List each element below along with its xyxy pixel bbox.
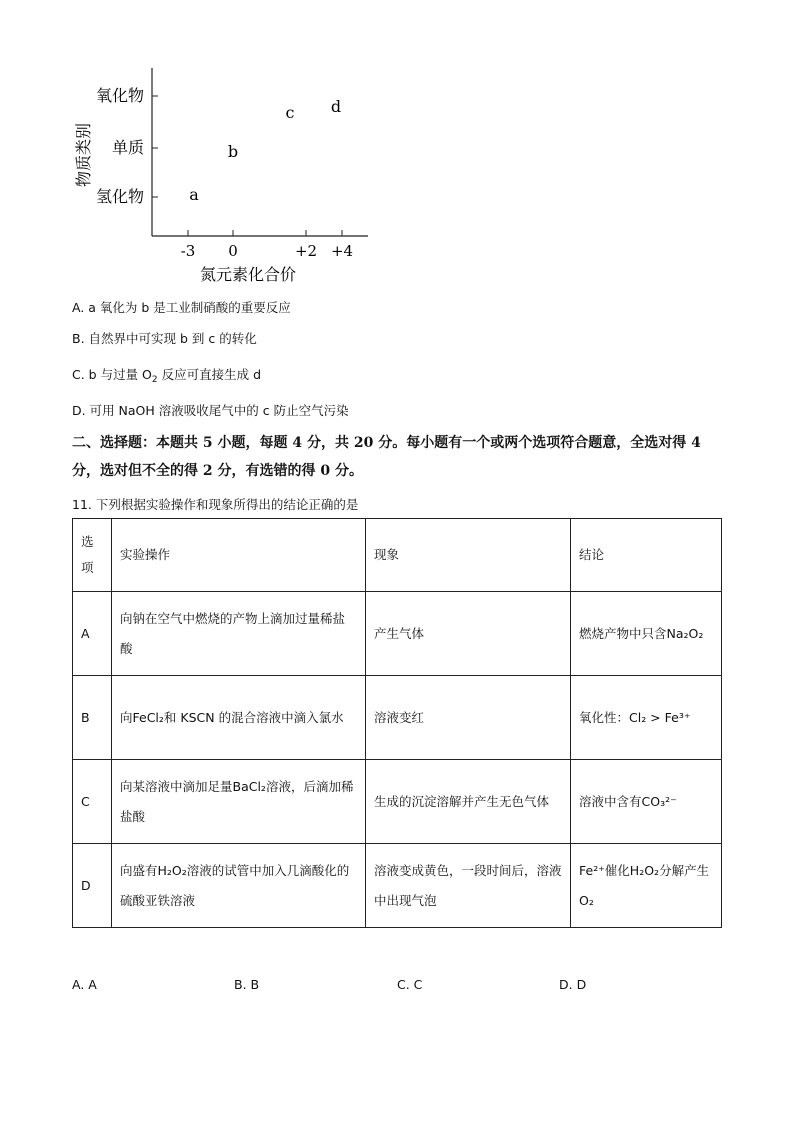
point-a: a <box>189 185 199 204</box>
table-row <box>73 760 722 844</box>
cell-conclusion: 燃烧产物中只含Na₂O₂ <box>571 592 722 676</box>
point-c: c <box>285 103 295 122</box>
option-subscript: 2 <box>151 375 158 385</box>
point-b: b <box>227 142 239 161</box>
cell-phenomenon: 产生气体 <box>366 592 571 676</box>
cell-phenomenon: 溶液变红 <box>366 676 571 760</box>
cell-operation: 向某溶液中滴加足量BaCl₂溶液，后滴加稀盐酸 <box>112 760 366 844</box>
prev-option-c <box>72 365 261 385</box>
cell-option: B <box>73 676 112 760</box>
x-tick-label: +4 <box>330 242 354 260</box>
y-tick-element: 单质 <box>111 138 144 157</box>
option-text: 反应可直接生成 d <box>157 367 262 382</box>
cell-option: D <box>73 844 112 928</box>
table-row <box>73 592 722 676</box>
header-phenomenon: 现象 <box>366 519 571 592</box>
prev-option-d <box>72 401 349 419</box>
cell-operation: 向钠在空气中燃烧的产物上滴加过量稀盐酸 <box>112 592 366 676</box>
table-row <box>73 844 722 928</box>
x-axis-title: 氮元素化合价 <box>199 265 297 284</box>
header-conclusion: 结论 <box>571 519 722 592</box>
y-tick-hydride: 氢化物 <box>95 187 144 206</box>
question-11-stem: 11. 下列根据实验操作和现象所得出的结论正确的是 <box>72 497 359 512</box>
experiment-table <box>72 518 722 928</box>
x-tick-label: +2 <box>294 242 318 260</box>
answer-choice-b[interactable]: B. B <box>234 977 260 992</box>
x-tick-label: 0 <box>228 242 238 260</box>
table-header-row <box>73 519 722 592</box>
option-text: C. b 与过量 O <box>72 367 152 382</box>
y-tick-oxide: 氧化物 <box>95 86 144 105</box>
answer-choice-c[interactable]: C. C <box>397 977 423 992</box>
valence-class-diagram <box>70 60 390 290</box>
header-option: 选项 <box>73 519 112 592</box>
answer-choice-d[interactable]: D. D <box>559 977 587 992</box>
y-axis-title: 物质类别 <box>74 122 93 188</box>
cell-operation: 向盛有H₂O₂溶液的试管中加入几滴酸化的硫酸亚铁溶液 <box>112 844 366 928</box>
answer-choice-a[interactable]: A. A <box>72 977 97 992</box>
cell-conclusion: 氧化性：Cl₂ > Fe³⁺ <box>571 676 722 760</box>
point-d: d <box>330 97 342 116</box>
x-tick-label: -3 <box>180 242 196 260</box>
option-text: A. a 氧化为 b 是工业制硝酸的重要反应 <box>72 300 291 315</box>
diagram-svg <box>70 60 390 290</box>
header-operation: 实验操作 <box>112 519 366 592</box>
section-header: 二、选择题：本题共 5 小题，每题 4 分，共 20 分。每小题有一个或两个选项符合题意，全选对得 4 分，选对但不全的得 2 分，有选错的得 0 分。 <box>72 435 701 479</box>
cell-option: A <box>73 592 112 676</box>
table-row <box>73 676 722 760</box>
cell-conclusion: 溶液中含有CO₃²⁻ <box>571 760 722 844</box>
cell-conclusion: Fe²⁺催化H₂O₂分解产生O₂ <box>571 844 722 928</box>
cell-operation: 向FeCl₂和 KSCN 的混合溶液中滴入氯水 <box>112 676 366 760</box>
prev-option-b <box>72 329 257 347</box>
cell-option: C <box>73 760 112 844</box>
prev-option-a <box>72 298 291 316</box>
cell-phenomenon: 生成的沉淀溶解并产生无色气体 <box>366 760 571 844</box>
option-text: D. 可用 NaOH 溶液吸收尾气中的 c 防止空气污染 <box>72 403 349 418</box>
option-text: B. 自然界中可实现 b 到 c 的转化 <box>72 331 257 346</box>
cell-phenomenon: 溶液变成黄色，一段时间后，溶液中出现气泡 <box>366 844 571 928</box>
